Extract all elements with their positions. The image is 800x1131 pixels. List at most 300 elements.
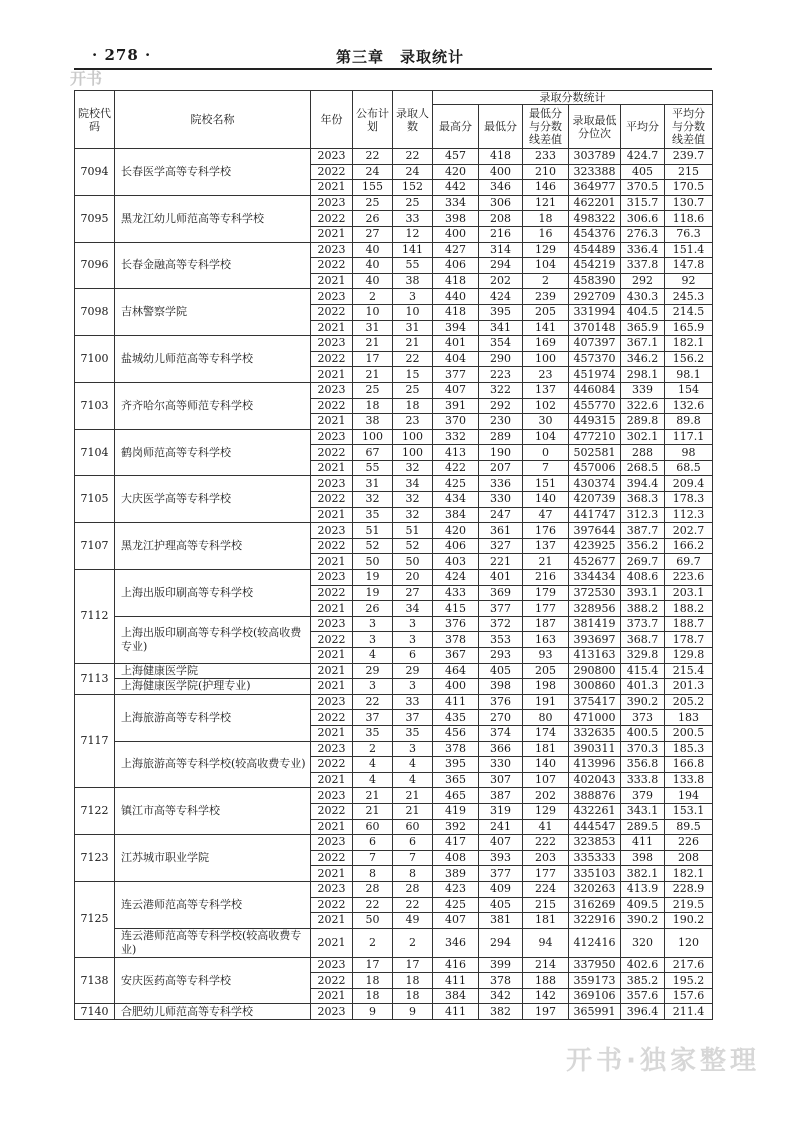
cell-min-rank: 300860 <box>569 679 621 695</box>
cell-planned: 3 <box>353 632 393 648</box>
header-rule <box>74 68 712 70</box>
school-name: 连云港师范高等专科学校 <box>115 881 311 928</box>
cell-admitted: 2 <box>393 928 433 957</box>
cell-min-rank: 335103 <box>569 866 621 882</box>
cell-admitted: 7 <box>393 850 433 866</box>
cell-year: 2021 <box>311 460 353 476</box>
cell-min-diff: 210 <box>523 164 569 180</box>
cell-year: 2021 <box>311 367 353 383</box>
cell-planned: 8 <box>353 866 393 882</box>
cell-min-diff: 197 <box>523 1004 569 1020</box>
cell-min-diff: 7 <box>523 460 569 476</box>
cell-year: 2022 <box>311 897 353 913</box>
cell-min-rank: 446084 <box>569 382 621 398</box>
cell-min: 306 <box>479 195 523 211</box>
cell-avg: 292 <box>621 273 665 289</box>
cell-max: 415 <box>433 601 479 617</box>
cell-min-diff: 121 <box>523 195 569 211</box>
cell-year: 2022 <box>311 757 353 773</box>
cell-avg: 404.5 <box>621 304 665 320</box>
cell-year: 2022 <box>311 710 353 726</box>
cell-admitted: 100 <box>393 445 433 461</box>
cell-avg-diff: 188.7 <box>665 616 713 632</box>
cell-planned: 26 <box>353 211 393 227</box>
cell-planned: 9 <box>353 1004 393 1020</box>
cell-planned: 27 <box>353 226 393 242</box>
cell-min-diff: 163 <box>523 632 569 648</box>
col-header-avg-diff: 平均分与分数线差值 <box>665 105 713 149</box>
school-code: 7138 <box>75 957 115 1004</box>
cell-admitted: 32 <box>393 507 433 523</box>
school-code: 7140 <box>75 1004 115 1020</box>
cell-avg-diff: 178.7 <box>665 632 713 648</box>
cell-min-rank: 328956 <box>569 601 621 617</box>
cell-avg-diff: 194 <box>665 788 713 804</box>
cell-admitted: 152 <box>393 180 433 196</box>
cell-min: 395 <box>479 304 523 320</box>
cell-admitted: 31 <box>393 320 433 336</box>
cell-avg-diff: 203.1 <box>665 585 713 601</box>
cell-admitted: 3 <box>393 741 433 757</box>
cell-min-rank: 388876 <box>569 788 621 804</box>
cell-planned: 2 <box>353 928 393 957</box>
cell-planned: 40 <box>353 273 393 289</box>
school-name: 上海出版印刷高等专科学校 <box>115 570 311 617</box>
cell-avg-diff: 201.3 <box>665 679 713 695</box>
cell-admitted: 32 <box>393 460 433 476</box>
table-row <box>75 429 713 445</box>
cell-year: 2022 <box>311 351 353 367</box>
cell-min-rank: 407397 <box>569 336 621 352</box>
cell-year: 2021 <box>311 226 353 242</box>
table-row <box>75 476 713 492</box>
school-name: 上海健康医学院(护理专业) <box>115 679 311 695</box>
cell-min: 398 <box>479 679 523 695</box>
cell-min: 424 <box>479 289 523 305</box>
cell-admitted: 29 <box>393 663 433 679</box>
cell-planned: 50 <box>353 913 393 929</box>
cell-avg: 402.6 <box>621 957 665 973</box>
cell-planned: 32 <box>353 492 393 508</box>
cell-min-rank: 444547 <box>569 819 621 835</box>
school-name: 安庆医药高等专科学校 <box>115 957 311 1004</box>
col-header-code: 院校代码 <box>75 91 115 149</box>
cell-min-diff: 222 <box>523 835 569 851</box>
cell-planned: 100 <box>353 429 393 445</box>
cell-admitted: 38 <box>393 273 433 289</box>
cell-min: 202 <box>479 273 523 289</box>
cell-min-rank: 477210 <box>569 429 621 445</box>
cell-max: 384 <box>433 988 479 1004</box>
cell-min-diff: 107 <box>523 772 569 788</box>
cell-planned: 51 <box>353 523 393 539</box>
cell-min-diff: 215 <box>523 897 569 913</box>
school-name: 上海出版印刷高等专科学校(较高收费专业) <box>115 616 311 663</box>
cell-min-diff: 18 <box>523 211 569 227</box>
cell-min: 207 <box>479 460 523 476</box>
cell-avg-diff: 76.3 <box>665 226 713 242</box>
cell-min-rank: 462201 <box>569 195 621 211</box>
cell-admitted: 20 <box>393 570 433 586</box>
cell-year: 2021 <box>311 180 353 196</box>
school-name: 合肥幼儿师范高等专科学校 <box>115 1004 311 1020</box>
cell-admitted: 50 <box>393 554 433 570</box>
cell-avg: 339 <box>621 382 665 398</box>
cell-year: 2021 <box>311 507 353 523</box>
cell-avg: 382.1 <box>621 866 665 882</box>
cell-avg-diff: 130.7 <box>665 195 713 211</box>
school-code: 7112 <box>75 570 115 664</box>
cell-min-diff: 0 <box>523 445 569 461</box>
cell-avg: 289.5 <box>621 819 665 835</box>
cell-planned: 22 <box>353 897 393 913</box>
cell-planned: 7 <box>353 850 393 866</box>
col-header-admitted: 录取人数 <box>393 91 433 149</box>
cell-planned: 18 <box>353 973 393 989</box>
cell-avg-diff: 165.9 <box>665 320 713 336</box>
cell-planned: 4 <box>353 757 393 773</box>
cell-admitted: 15 <box>393 367 433 383</box>
cell-max: 418 <box>433 273 479 289</box>
cell-min: 405 <box>479 897 523 913</box>
cell-year: 2022 <box>311 211 353 227</box>
cell-planned: 18 <box>353 988 393 1004</box>
school-name: 上海旅游高等专科学校(较高收费专业) <box>115 741 311 788</box>
cell-avg: 368.3 <box>621 492 665 508</box>
cell-min: 377 <box>479 866 523 882</box>
cell-min-diff: 187 <box>523 616 569 632</box>
cell-avg-diff: 214.5 <box>665 304 713 320</box>
cell-min-rank: 370148 <box>569 320 621 336</box>
cell-min: 387 <box>479 788 523 804</box>
table-row <box>75 679 713 695</box>
cell-admitted: 23 <box>393 414 433 430</box>
cell-max: 418 <box>433 304 479 320</box>
cell-admitted: 28 <box>393 881 433 897</box>
cell-max: 425 <box>433 897 479 913</box>
cell-avg: 356.2 <box>621 538 665 554</box>
cell-avg: 268.5 <box>621 460 665 476</box>
cell-planned: 10 <box>353 304 393 320</box>
cell-avg: 337.8 <box>621 258 665 274</box>
cell-max: 378 <box>433 741 479 757</box>
cell-year: 2021 <box>311 725 353 741</box>
cell-year: 2023 <box>311 694 353 710</box>
cell-planned: 25 <box>353 195 393 211</box>
cell-admitted: 37 <box>393 710 433 726</box>
cell-min-rank: 413163 <box>569 648 621 664</box>
cell-avg-diff: 154 <box>665 382 713 398</box>
cell-admitted: 6 <box>393 835 433 851</box>
cell-min-diff: 202 <box>523 788 569 804</box>
cell-admitted: 3 <box>393 289 433 305</box>
cell-min-diff: 181 <box>523 741 569 757</box>
cell-min-rank: 290800 <box>569 663 621 679</box>
cell-avg-diff: 217.6 <box>665 957 713 973</box>
cell-min-rank: 502581 <box>569 445 621 461</box>
cell-planned: 21 <box>353 788 393 804</box>
cell-year: 2021 <box>311 819 353 835</box>
cell-avg: 370.3 <box>621 741 665 757</box>
cell-min-diff: 2 <box>523 273 569 289</box>
cell-avg: 298.1 <box>621 367 665 383</box>
school-name: 上海旅游高等专科学校 <box>115 694 311 741</box>
cell-min-diff: 203 <box>523 850 569 866</box>
cell-admitted: 22 <box>393 149 433 165</box>
cell-avg: 276.3 <box>621 226 665 242</box>
cell-max: 395 <box>433 757 479 773</box>
cell-min-rank: 323388 <box>569 164 621 180</box>
cell-min-rank: 423925 <box>569 538 621 554</box>
cell-max: 406 <box>433 538 479 554</box>
table-row <box>75 382 713 398</box>
cell-min-diff: 239 <box>523 289 569 305</box>
cell-admitted: 22 <box>393 351 433 367</box>
cell-max: 406 <box>433 258 479 274</box>
cell-max: 424 <box>433 570 479 586</box>
cell-planned: 17 <box>353 351 393 367</box>
cell-year: 2023 <box>311 616 353 632</box>
cell-min-rank: 457006 <box>569 460 621 476</box>
cell-year: 2021 <box>311 320 353 336</box>
cell-planned: 31 <box>353 476 393 492</box>
cell-year: 2021 <box>311 414 353 430</box>
cell-min-rank: 372530 <box>569 585 621 601</box>
cell-avg: 387.7 <box>621 523 665 539</box>
cell-admitted: 22 <box>393 897 433 913</box>
cell-min: 330 <box>479 492 523 508</box>
cell-min-diff: 41 <box>523 819 569 835</box>
cell-avg-diff: 157.6 <box>665 988 713 1004</box>
cell-min-diff: 137 <box>523 382 569 398</box>
school-code: 7094 <box>75 149 115 196</box>
cell-max: 420 <box>433 164 479 180</box>
cell-avg: 333.8 <box>621 772 665 788</box>
cell-min-diff: 94 <box>523 928 569 957</box>
cell-avg: 356.8 <box>621 757 665 773</box>
cell-avg: 390.2 <box>621 694 665 710</box>
school-name: 黑龙江护理高等专科学校 <box>115 523 311 570</box>
cell-min: 369 <box>479 585 523 601</box>
cell-avg-diff: 211.4 <box>665 1004 713 1020</box>
cell-planned: 6 <box>353 835 393 851</box>
cell-avg: 370.5 <box>621 180 665 196</box>
cell-max: 391 <box>433 398 479 414</box>
cell-max: 416 <box>433 957 479 973</box>
cell-avg: 415.4 <box>621 663 665 679</box>
cell-planned: 67 <box>353 445 393 461</box>
cell-year: 2023 <box>311 476 353 492</box>
cell-avg: 320 <box>621 928 665 957</box>
table-row <box>75 616 713 632</box>
school-code: 7123 <box>75 835 115 882</box>
cell-planned: 29 <box>353 663 393 679</box>
cell-planned: 31 <box>353 320 393 336</box>
cell-max: 434 <box>433 492 479 508</box>
cell-avg-diff: 166.8 <box>665 757 713 773</box>
cell-min-diff: 104 <box>523 429 569 445</box>
cell-year: 2022 <box>311 538 353 554</box>
cell-avg-diff: 190.2 <box>665 913 713 929</box>
cell-min-rank: 381419 <box>569 616 621 632</box>
cell-min: 361 <box>479 523 523 539</box>
cell-year: 2022 <box>311 258 353 274</box>
cell-year: 2023 <box>311 788 353 804</box>
cell-planned: 55 <box>353 460 393 476</box>
cell-year: 2022 <box>311 585 353 601</box>
cell-min-rank: 364977 <box>569 180 621 196</box>
cell-avg-diff: 178.3 <box>665 492 713 508</box>
cell-max: 370 <box>433 414 479 430</box>
cell-admitted: 49 <box>393 913 433 929</box>
cell-min: 221 <box>479 554 523 570</box>
cell-avg-diff: 200.5 <box>665 725 713 741</box>
cell-min: 376 <box>479 694 523 710</box>
cell-planned: 21 <box>353 336 393 352</box>
cell-max: 465 <box>433 788 479 804</box>
cell-avg: 357.6 <box>621 988 665 1004</box>
cell-max: 378 <box>433 632 479 648</box>
cell-avg-diff: 245.3 <box>665 289 713 305</box>
cell-min-diff: 176 <box>523 523 569 539</box>
cell-admitted: 21 <box>393 788 433 804</box>
cell-admitted: 27 <box>393 585 433 601</box>
cell-max: 332 <box>433 429 479 445</box>
cell-min-diff: 205 <box>523 304 569 320</box>
table-row <box>75 149 713 165</box>
cell-max: 419 <box>433 803 479 819</box>
cell-min: 208 <box>479 211 523 227</box>
cell-min-rank: 335333 <box>569 850 621 866</box>
cell-min: 294 <box>479 258 523 274</box>
cell-year: 2022 <box>311 803 353 819</box>
col-header-planned: 公布计划 <box>353 91 393 149</box>
cell-avg-diff: 208 <box>665 850 713 866</box>
cell-min: 241 <box>479 819 523 835</box>
cell-avg-diff: 151.4 <box>665 242 713 258</box>
col-header-min-rank: 录取最低分位次 <box>569 105 621 149</box>
cell-admitted: 55 <box>393 258 433 274</box>
cell-min: 400 <box>479 164 523 180</box>
table-row <box>75 1004 713 1020</box>
cell-min: 319 <box>479 803 523 819</box>
cell-avg-diff: 215 <box>665 164 713 180</box>
cell-min: 314 <box>479 242 523 258</box>
cell-min-diff: 137 <box>523 538 569 554</box>
table-row <box>75 957 713 973</box>
table-row <box>75 881 713 897</box>
table-row <box>75 694 713 710</box>
cell-min-rank: 449315 <box>569 414 621 430</box>
cell-min: 407 <box>479 835 523 851</box>
col-header-name: 院校名称 <box>115 91 311 149</box>
cell-planned: 19 <box>353 570 393 586</box>
cell-min-rank: 332635 <box>569 725 621 741</box>
cell-min: 336 <box>479 476 523 492</box>
cell-min-rank: 334434 <box>569 570 621 586</box>
cell-year: 2023 <box>311 242 353 258</box>
cell-min-rank: 402043 <box>569 772 621 788</box>
cell-year: 2021 <box>311 772 353 788</box>
cell-avg-diff: 188.2 <box>665 601 713 617</box>
cell-max: 400 <box>433 226 479 242</box>
cell-planned: 21 <box>353 803 393 819</box>
cell-min: 307 <box>479 772 523 788</box>
cell-min-diff: 146 <box>523 180 569 196</box>
cell-avg-diff: 92 <box>665 273 713 289</box>
cell-planned: 28 <box>353 881 393 897</box>
cell-min-rank: 454219 <box>569 258 621 274</box>
cell-min-diff: 198 <box>523 679 569 695</box>
cell-min-rank: 337950 <box>569 957 621 973</box>
cell-avg-diff: 153.1 <box>665 803 713 819</box>
school-code: 7122 <box>75 788 115 835</box>
cell-avg: 365.9 <box>621 320 665 336</box>
cell-avg: 396.4 <box>621 1004 665 1020</box>
cell-admitted: 10 <box>393 304 433 320</box>
cell-min-diff: 141 <box>523 320 569 336</box>
cell-planned: 19 <box>353 585 393 601</box>
cell-max: 423 <box>433 881 479 897</box>
cell-min: 293 <box>479 648 523 664</box>
cell-planned: 22 <box>353 149 393 165</box>
cell-min-diff: 23 <box>523 367 569 383</box>
school-code: 7105 <box>75 476 115 523</box>
cell-min-diff: 21 <box>523 554 569 570</box>
cell-avg: 373 <box>621 710 665 726</box>
cell-avg-diff: 205.2 <box>665 694 713 710</box>
table-row <box>75 663 713 679</box>
publisher-logo: 开书 <box>70 69 103 88</box>
cell-min: 290 <box>479 351 523 367</box>
cell-max: 417 <box>433 835 479 851</box>
cell-max: 408 <box>433 850 479 866</box>
cell-admitted: 25 <box>393 382 433 398</box>
cell-avg: 343.1 <box>621 803 665 819</box>
cell-min: 294 <box>479 928 523 957</box>
cell-min-rank: 430374 <box>569 476 621 492</box>
cell-avg: 388.2 <box>621 601 665 617</box>
cell-avg: 394.4 <box>621 476 665 492</box>
cell-min: 341 <box>479 320 523 336</box>
cell-min-diff: 179 <box>523 585 569 601</box>
watermark: 开书·独家整理 <box>566 1046 760 1076</box>
cell-planned: 37 <box>353 710 393 726</box>
cell-admitted: 32 <box>393 492 433 508</box>
cell-planned: 38 <box>353 414 393 430</box>
cell-year: 2023 <box>311 835 353 851</box>
cell-avg: 424.7 <box>621 149 665 165</box>
school-code: 7104 <box>75 429 115 476</box>
cell-avg: 312.3 <box>621 507 665 523</box>
cell-min-diff: 216 <box>523 570 569 586</box>
cell-max: 334 <box>433 195 479 211</box>
cell-max: 411 <box>433 1004 479 1020</box>
cell-min-rank: 323853 <box>569 835 621 851</box>
school-code: 7095 <box>75 195 115 242</box>
cell-min-rank: 432261 <box>569 803 621 819</box>
cell-admitted: 9 <box>393 1004 433 1020</box>
cell-max: 425 <box>433 476 479 492</box>
cell-min-diff: 102 <box>523 398 569 414</box>
cell-min-diff: 104 <box>523 258 569 274</box>
cell-min: 372 <box>479 616 523 632</box>
cell-year: 2022 <box>311 164 353 180</box>
cell-min: 381 <box>479 913 523 929</box>
cell-max: 464 <box>433 663 479 679</box>
cell-avg: 411 <box>621 835 665 851</box>
cell-avg-diff: 147.8 <box>665 258 713 274</box>
